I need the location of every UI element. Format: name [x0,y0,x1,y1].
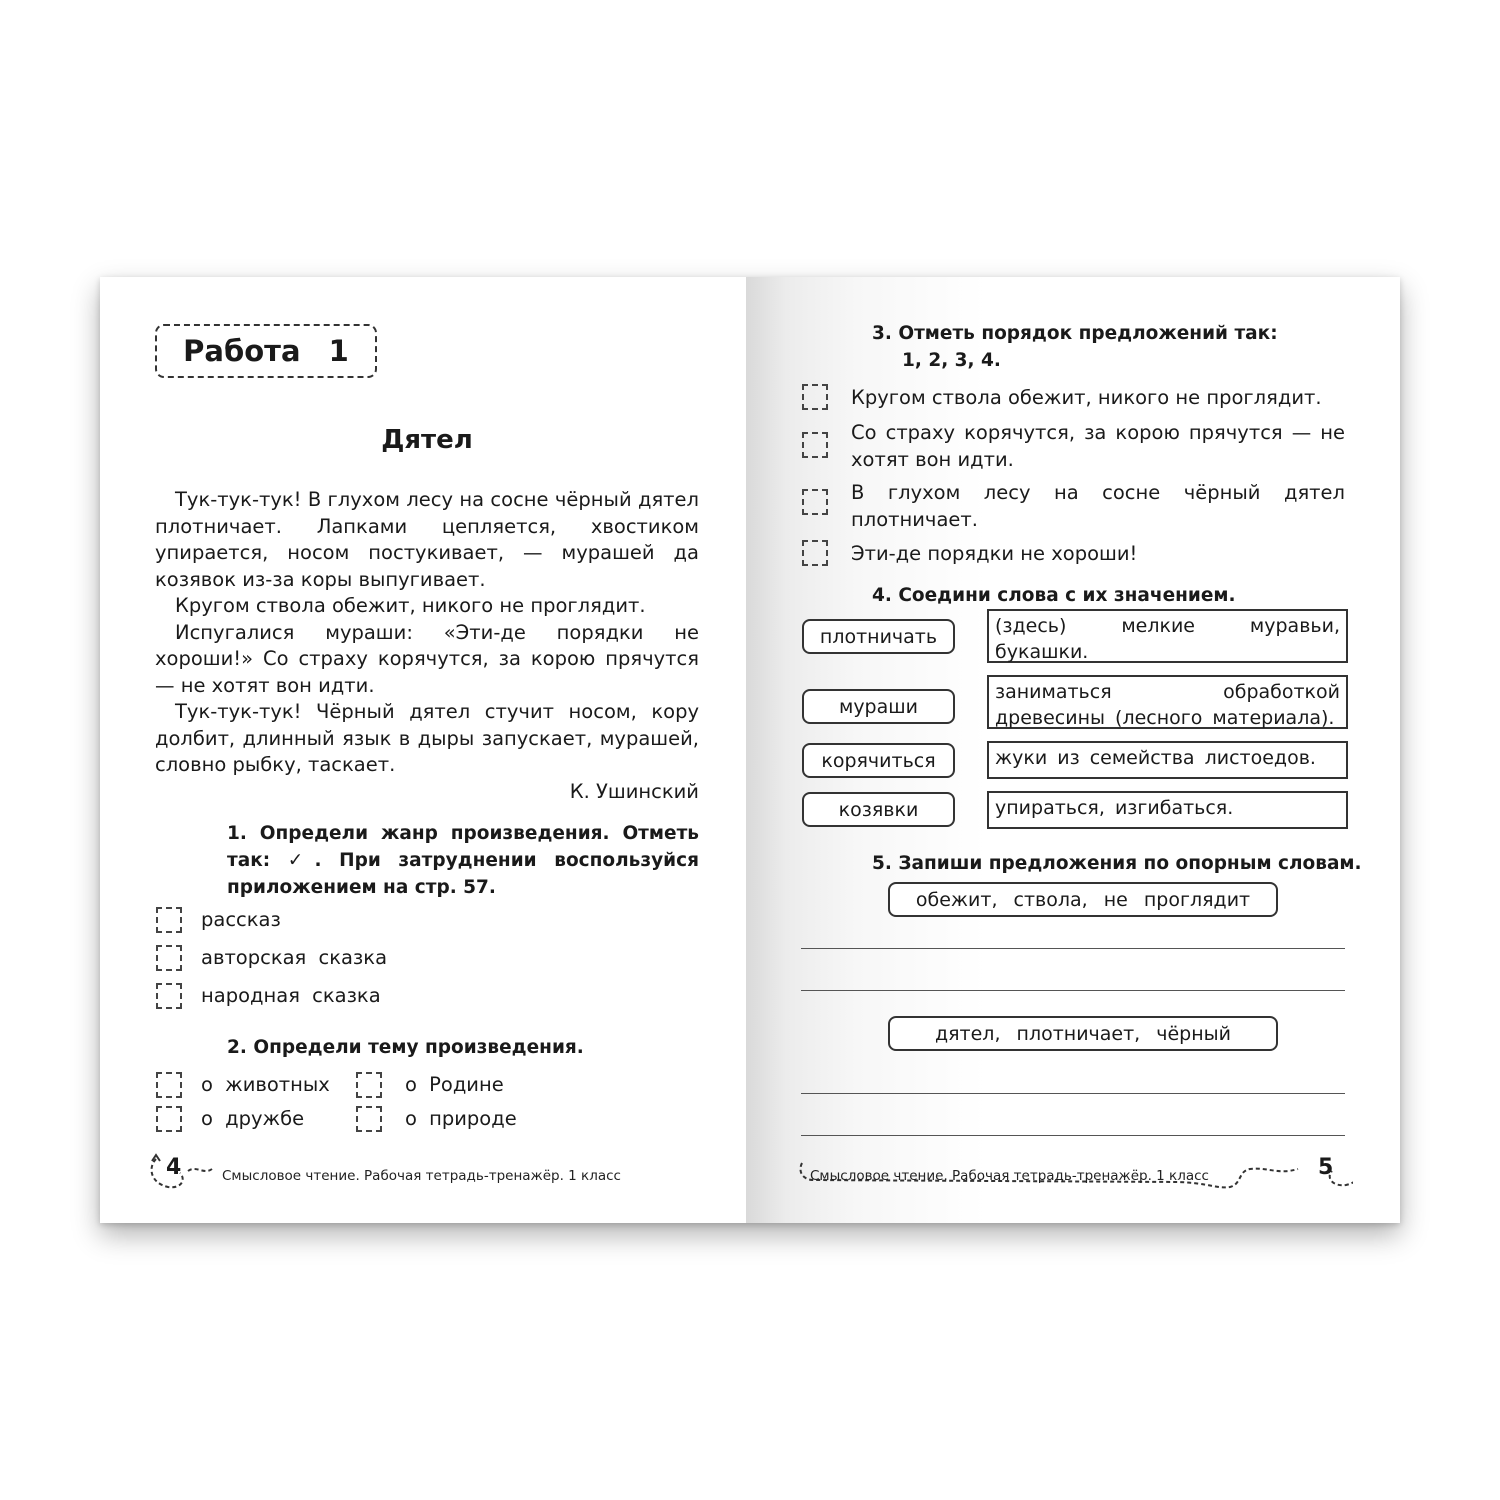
story-paragraph: Тук-тук-тук! В глухом лесу на сосне чёрный дятел плотничает. Лапками цепляется, хвостиком упирается, носом постукивает, — мурашей да козявок из-за коры выпугивает. [155,488,699,591]
word-card[interactable]: козявки [802,792,955,827]
writing-line[interactable] [801,1135,1345,1136]
story-title: Дятел [381,425,473,455]
meaning-card[interactable]: заниматься обработкой древесины (лесного материала). [987,675,1348,729]
question-2-title: 2. Определи тему произведения. [227,1037,584,1058]
question-3-title-order: 1, 2, 3, 4. [902,350,1001,371]
order-sentence: Со страху корячутся, за корою прячутся — не хотят вон идти. [851,421,1345,471]
right-page [746,277,1400,1223]
answer-checkbox[interactable] [356,1072,382,1098]
keywords-box: дятел, плотничает, чёрный [888,1016,1278,1051]
option-label: о животных [201,1073,330,1096]
order-sentence: Эти-де порядки не хороши! [851,542,1138,565]
answer-checkbox[interactable] [356,1106,382,1132]
meaning-card[interactable]: упираться, изгибаться. [987,791,1348,829]
footer-text: Смысловое чтение. Рабочая тетрадь-тренажёр. 1 класс [810,1168,1209,1184]
page-number: 5 [1318,1155,1334,1180]
work-number-badge: Работа 1 [155,324,377,378]
word-card[interactable]: мураши [802,689,955,724]
order-sentence: В глухом лесу на сосне чёрный дятел плотничает. [851,481,1345,531]
option-label: народная сказка [201,984,381,1007]
writing-line[interactable] [801,1093,1345,1094]
checkmark-icon: ✓ [287,850,315,871]
page-number: 4 [166,1155,182,1180]
story-paragraph: Испугалися мураши: «Эти-де порядки не хороши!» Со страху корячутся, за корою прячутся — не хотят вон идти. [155,620,699,697]
option-label: о природе [405,1107,517,1130]
answer-checkbox[interactable] [156,1072,182,1098]
keywords-box: обежит, ствола, не проглядит [888,882,1278,917]
answer-checkbox[interactable] [156,1106,182,1132]
page-number-ornament [146,1151,226,1193]
writing-line[interactable] [801,990,1345,991]
story-paragraph: Тук-тук-тук! Чёрный дятел стучит носом, кору долбит, длинный язык в дыры запускает, мурашей, словно рыбку, таскает. [155,700,699,776]
meaning-card[interactable]: жуки из семейства листоедов. [987,741,1348,779]
question-1-text-part1: 1. Определи жанр произведения. Отметь так: [227,823,699,871]
story-paragraph: Кругом ствола обежит, никого не проглядит. [175,594,646,617]
meaning-card[interactable]: (здесь) мелкие муравьи, букашки. [987,609,1348,663]
question-3-title: 3. Отметь порядок предложений так: [872,323,1278,344]
option-label: авторская сказка [201,946,388,969]
option-label: рассказ [201,908,281,931]
answer-checkbox[interactable] [156,983,182,1009]
option-label: о дружбе [201,1107,305,1130]
word-card[interactable]: корячиться [802,743,955,778]
order-box[interactable] [802,384,828,410]
option-label: о Родине [405,1073,504,1096]
question-4-title: 4. Соедини слова с их значением. [872,585,1236,606]
question-1-text-part2: . При затруднении воспользуйся приложением на стр. 57. [227,850,699,898]
footer-text: Смысловое чтение. Рабочая тетрадь-тренажёр. 1 класс [222,1168,621,1184]
left-page [100,277,746,1223]
order-box[interactable] [802,540,828,566]
answer-checkbox[interactable] [156,945,182,971]
order-box[interactable] [802,432,828,458]
order-box[interactable] [802,489,828,515]
story-text [155,487,699,805]
word-card[interactable]: плотничать [802,619,955,654]
workbook-spread [100,277,1400,1223]
question-1-title [227,820,699,901]
order-sentence: Кругом ствола обежит, никого не проглядит. [851,386,1322,409]
answer-checkbox[interactable] [156,907,182,933]
writing-line[interactable] [801,948,1345,949]
question-5-title: 5. Запиши предложения по опорным словам. [872,853,1362,874]
story-author: К. Ушинский [569,779,699,803]
